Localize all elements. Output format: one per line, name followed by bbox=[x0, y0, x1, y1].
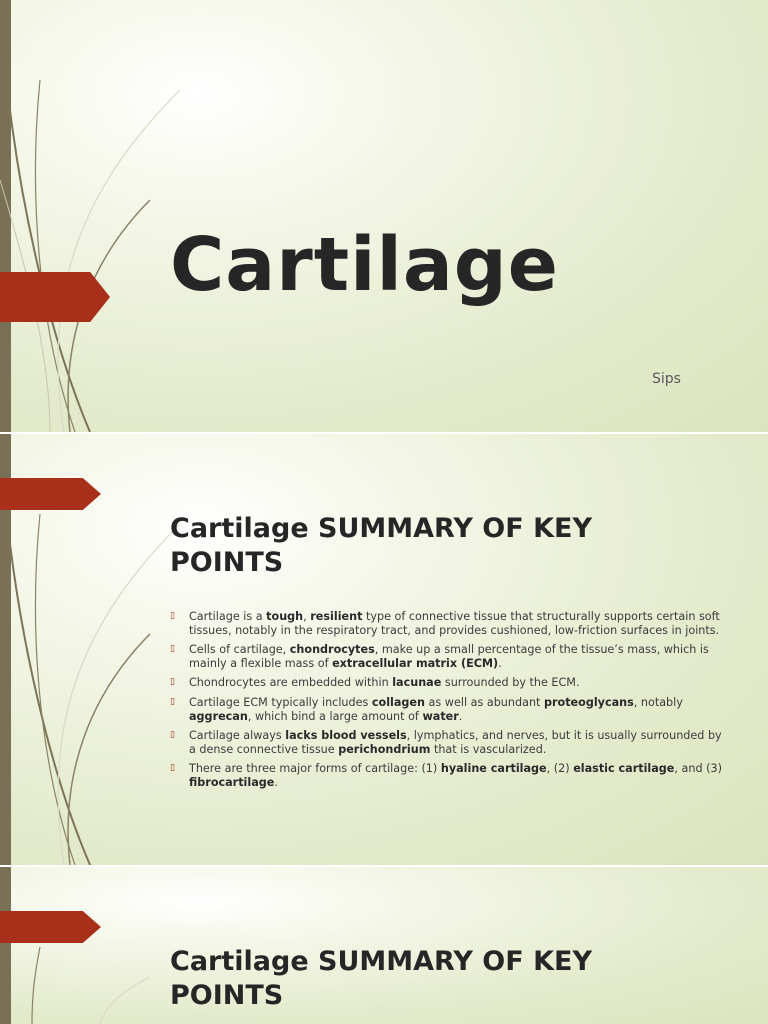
key-point-item bbox=[170, 696, 722, 723]
key-point-text: Cartilage always bbox=[189, 729, 286, 743]
key-term: aggrecan bbox=[189, 709, 248, 723]
slide-title: Cartilage SUMMARY OF KEY POINTS bbox=[170, 946, 593, 1011]
key-point-text: , (2) bbox=[546, 762, 574, 776]
accent-arrow-tab bbox=[0, 478, 101, 510]
key-point-text: Cartilage ECM typically includes bbox=[189, 695, 372, 709]
key-point-text: surrounded by the ECM. bbox=[441, 676, 580, 690]
key-point-text: There are three major forms of cartilage: (1) bbox=[189, 762, 441, 776]
summary-slide-2 bbox=[0, 867, 768, 1024]
key-point-item bbox=[170, 676, 722, 690]
key-point-text: . bbox=[458, 709, 463, 723]
key-point-item bbox=[170, 643, 722, 670]
key-term: proteoglycans bbox=[543, 695, 634, 709]
slide-subtitle: Sips bbox=[652, 371, 681, 387]
bullet-marker-icon: ▯ bbox=[170, 763, 175, 774]
bullet-marker-icon: ▯ bbox=[170, 696, 175, 707]
bullet-marker-icon: ▯ bbox=[170, 730, 175, 741]
key-term: water bbox=[422, 709, 459, 723]
key-point-text: Cartilage is a bbox=[189, 610, 267, 623]
key-term: hyaline cartilage bbox=[440, 762, 547, 776]
key-term: chondrocytes bbox=[289, 643, 375, 657]
key-point-item bbox=[170, 762, 722, 789]
key-term: fibrocartilage bbox=[189, 775, 275, 789]
key-point-text: , notably bbox=[633, 695, 683, 709]
accent-arrow-tab bbox=[0, 272, 110, 322]
key-point-text: as well as abundant bbox=[425, 695, 544, 709]
key-term: extracellular matrix (ECM) bbox=[332, 656, 499, 670]
key-point-text: . bbox=[274, 775, 278, 789]
key-point-item bbox=[170, 610, 722, 637]
slide-title: Cartilage SUMMARY OF KEY POINTS bbox=[170, 513, 593, 578]
bullet-marker-icon: ▯ bbox=[170, 611, 175, 621]
key-point-text: , lymphatics, and nerves, but it is usually surrounded by a dense connective tissue bbox=[189, 729, 722, 756]
key-point-text: , and (3) bbox=[674, 762, 722, 776]
key-point-item bbox=[170, 729, 722, 756]
key-term: elastic cartilage bbox=[573, 762, 675, 776]
slide-title: Cartilage bbox=[170, 222, 559, 308]
key-term: perichondrium bbox=[338, 742, 431, 756]
key-term: collagen bbox=[371, 695, 425, 709]
key-point-text: , make up a small percentage of the tissue’s mass, which is mainly a flexible mass of bbox=[189, 643, 709, 670]
title-slide bbox=[0, 0, 768, 432]
bullet-marker-icon: ▯ bbox=[170, 644, 175, 655]
key-term: lacunae bbox=[392, 676, 442, 690]
key-term: lacks blood vessels bbox=[285, 729, 407, 743]
key-point-text: Chondrocytes are embedded within bbox=[189, 676, 393, 690]
key-point-text: . bbox=[498, 656, 502, 670]
decorative-curves bbox=[0, 0, 200, 432]
key-point-text: , bbox=[303, 610, 311, 623]
key-point-text: that is vascularized. bbox=[430, 742, 547, 756]
key-term: tough bbox=[266, 610, 304, 623]
summary-slide bbox=[0, 434, 768, 865]
accent-arrow-tab bbox=[0, 911, 101, 943]
key-point-text: Cells of cartilage, bbox=[189, 643, 290, 657]
key-point-text: type of connective tissue that structurally supports certain soft tissues, notably in the respiratory tract, and provides cushioned, low-friction surfaces in joints. bbox=[189, 610, 720, 637]
key-points-list bbox=[170, 610, 722, 796]
key-term: resilient bbox=[310, 610, 363, 623]
bullet-marker-icon: ▯ bbox=[170, 677, 175, 688]
key-point-text: , which bind a large amount of bbox=[247, 709, 423, 723]
